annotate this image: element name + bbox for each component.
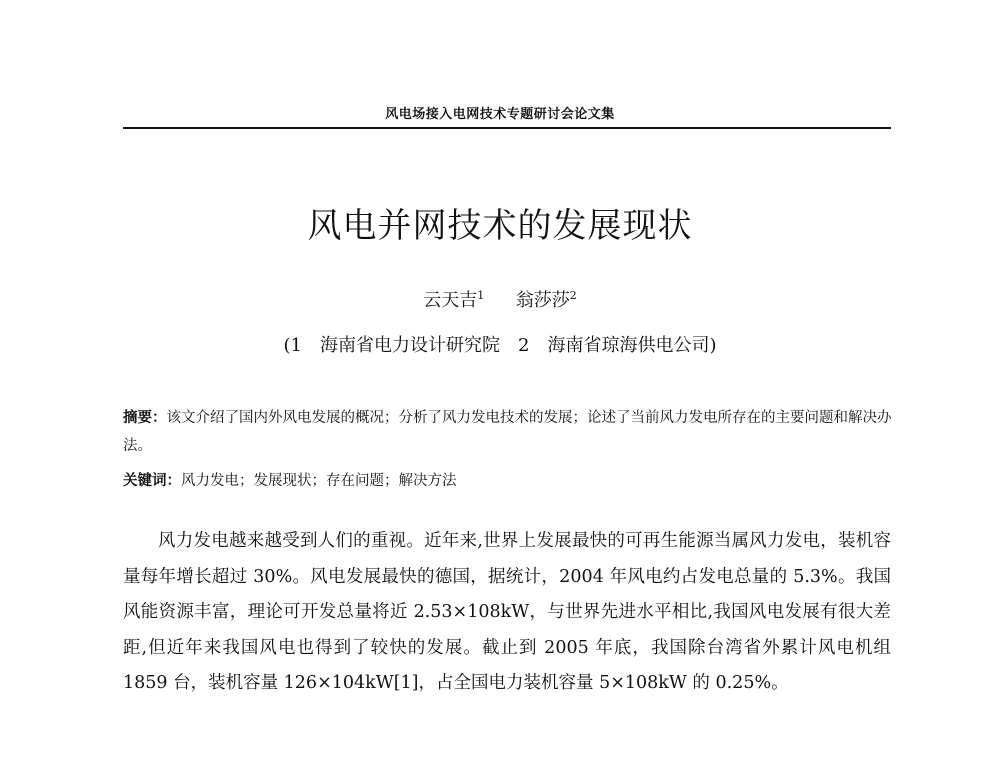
abstract-text: 该文介绍了国内外风电发展的概况；分析了风力发电技术的发展；论述了当前风力发电所存在的主要问题和解决办法。 <box>123 410 892 454</box>
author-line <box>0 286 1000 312</box>
running-header: 风电场接入电网技术专题研讨会论文集 <box>385 107 615 122</box>
author-affiliation-mark: 2 <box>569 289 577 302</box>
header-rule <box>123 127 891 129</box>
keywords-text: 风力发电；发展现状；存在问题；解决方法 <box>181 473 457 489</box>
abstract <box>123 404 893 460</box>
abstract-label: 摘要： <box>123 409 167 426</box>
author-affiliation-mark: 1 <box>477 289 485 302</box>
keywords <box>123 467 893 495</box>
affiliations: (1 海南省电力设计研究院 2 海南省琼海供电公司) <box>283 335 717 356</box>
paper-title: 风电并网技术的发展现状 <box>307 206 693 246</box>
author-name: 云天吉 <box>423 290 478 311</box>
keywords-label: 关键词： <box>123 472 181 489</box>
body-paragraph: 风力发电越来越受到人们的重视。近年来,世界上发展最快的可再生能源当属风力发电，装机容量每年增长超过 30%。风电发展最快的德国，据统计，2004 年风电约占发电总量的 5.3%。我国风能资源丰富，理论可开发总量将近 2.53×108kW，与世界先进水平相比,我国风电发展有很大差距,但近年来我国风电也得到了较快的发展。截止到 2005 年底，我国除台湾省外累计风电机组 1859 台，装机容量 126×104kW[1]，占全国电力装机容量 5×108kW 的 0.25%。 <box>123 531 891 693</box>
author-name: 翁莎莎 <box>515 290 570 311</box>
